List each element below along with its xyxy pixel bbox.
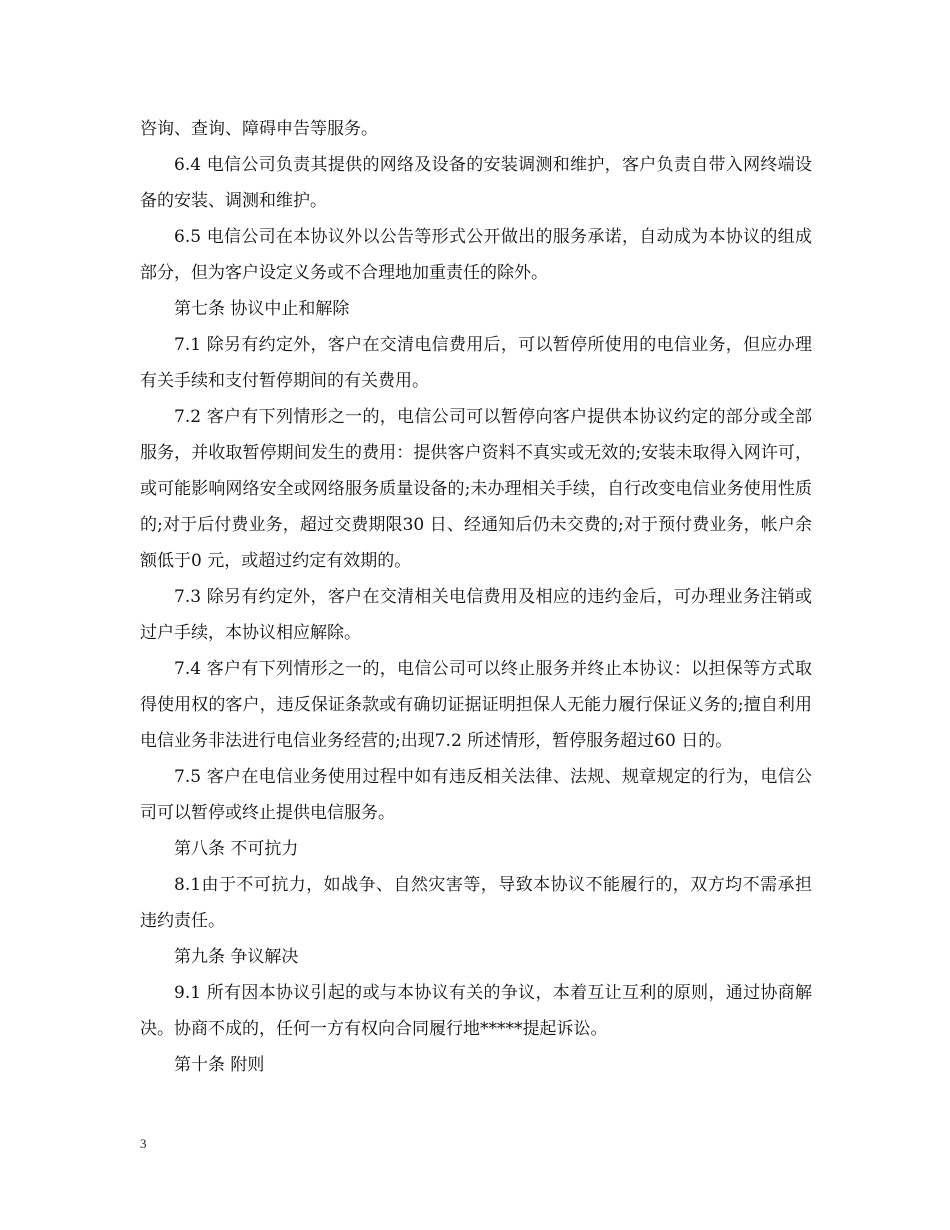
- section-heading-article-10: 第十条 附则: [174, 1055, 265, 1075]
- section-heading-article-8: 第八条 不可抗力: [174, 839, 299, 859]
- page-number: 3: [140, 1136, 147, 1151]
- paragraph-8-1: 8.1由于不可抗力，如战争、自然灾害等，导致本协议不能履行的，双方均不需承担违约责任。: [140, 875, 812, 931]
- paragraph-7-1: 7.1 除另有约定外，客户在交清电信费用后，可以暂停所使用的电信业务，但应办理有关手续和支付暂停期间的有关费用。: [140, 335, 812, 391]
- paragraph-6-4: 6.4 电信公司负责其提供的网络及设备的安装调测和维护，客户负责自带入网终端设备的安装、调测和维护。: [140, 155, 812, 211]
- paragraph-6-5: 6.5 电信公司在本协议外以公告等形式公开做出的服务承诺，自动成为本协议的组成部分，但为客户设定义务或不合理地加重责任的除外。: [140, 227, 812, 283]
- paragraph-7-5: 7.5 客户在电信业务使用过程中如有违反相关法律、法规、规章规定的行为，电信公司可以暂停或终止提供电信服务。: [140, 767, 812, 823]
- paragraph-7-3: 7.3 除另有约定外，客户在交清相关电信费用及相应的违约金后，可办理业务注销或过户手续，本协议相应解除。: [140, 587, 812, 643]
- document-body: [140, 111, 812, 1083]
- section-heading-article-9: 第九条 争议解决: [174, 947, 299, 967]
- paragraph-continuation: 咨询、查询、障碍申告等服务。: [140, 119, 378, 139]
- paragraph-7-2: 7.2 客户有下列情形之一的，电信公司可以暂停向客户提供本协议约定的部分或全部服务，并收取暂停期间发生的费用：提供客户资料不真实或无效的;安装未取得入网许可，或可能影响网络安全或网络服务质量设备的;未办理相关手续，自行改变电信业务使用性质的;对于后付费业务，超过交费期限30 日、经通知后仍未交费的;对于预付费业务，帐户余额低于0 元，或超过约定有效期的。: [140, 407, 812, 571]
- section-heading-article-7: 第七条 协议中止和解除: [174, 299, 350, 319]
- paragraph-9-1: 9.1 所有因本协议引起的或与本协议有关的争议，本着互让互利的原则，通过协商解决。协商不成的，任何一方有权向合同履行地*****提起诉讼。: [140, 983, 812, 1039]
- paragraph-7-4: 7.4 客户有下列情形之一的，电信公司可以终止服务并终止本协议：以担保等方式取得使用权的客户，违反保证条款或有确切证据证明担保人无能力履行保证义务的;擅自利用电信业务非法进行电信业务经营的;出现7.2 所述情形，暂停服务超过60 日的。: [140, 659, 812, 751]
